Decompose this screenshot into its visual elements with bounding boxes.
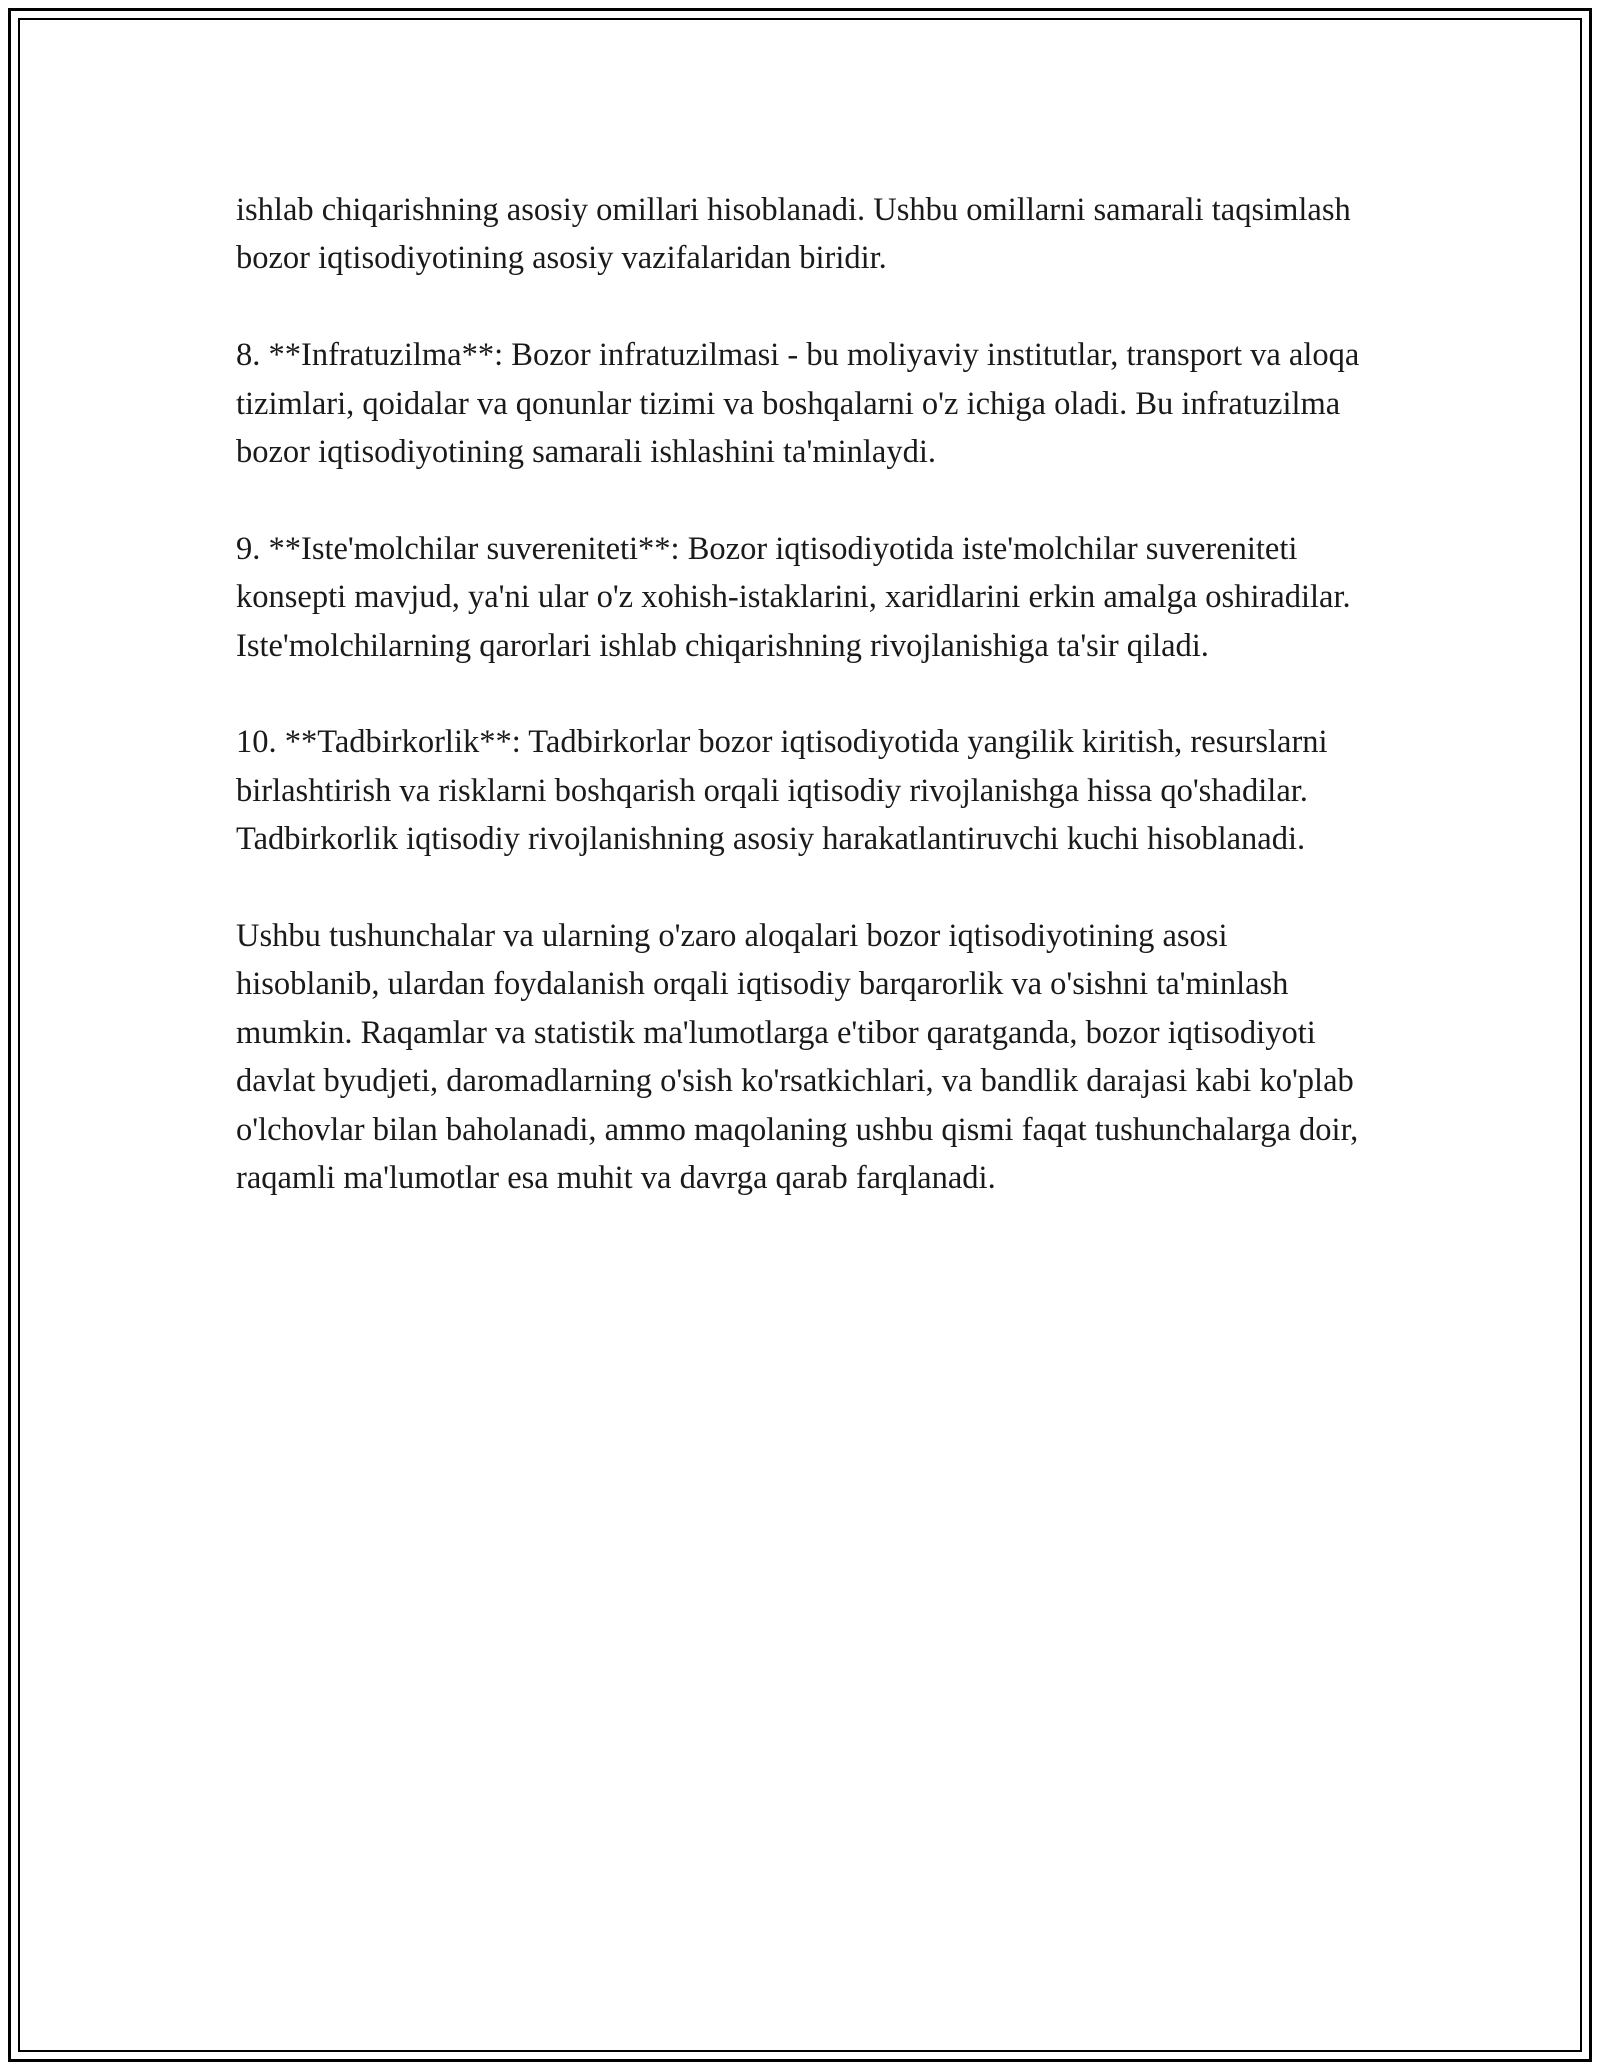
paragraph-continuation: ishlab chiqarishning asosiy omillari hisoblanadi. Ushbu omillarni samarali taqsimlash bozor iqtisodiyotining asosiy vazifalaridan biridir. (236, 192, 1351, 277)
paragraph-infrastructure: 8. **Infratuzilma**: Bozor infratuzilmasi - bu moliyaviy institutlar, transport va aloqa tizimlari, qoidalar va qonunlar tizimi va boshqalarni o'z ichiga oladi. Bu infratuzilma bozor iqtisodiyotining samarali ishlashini ta'minlaydi. (236, 337, 1360, 471)
paragraph-conclusion: Ushbu tushunchalar va ularning o'zaro aloqalari bozor iqtisodiyotining asosi hisoblanib, ulardan foydalanish orqali iqtisodiy barqarorlik va o'sishni ta'minlash mumkin. Raqamlar va statistik ma'lumotlarga e'tibor qaratganda, bozor iqtisodiyoti davlat byudjeti, daromadlarning o'sish ko'rsatkichlari, va bandlik darajasi kabi ko'plab o'lchovlar bilan baholanadi, ammo maqolaning ushbu qismi faqat tushunchalarga doir, raqamli ma'lumotlar esa muhit va davrga qarab farqlanadi. (236, 918, 1359, 1197)
paragraph-entrepreneurship: 10. **Tadbirkorlik**: Tadbirkorlar bozor iqtisodiyotida yangilik kiritish, resurslarni birlashtirish va risklarni boshqarish orqali iqtisodiy rivojlanishga hissa qo'shadilar. Tadbirkorlik iqtisodiy rivojlanishning asosiy harakatlantiruvchi kuchi hisoblanadi. (236, 724, 1328, 858)
document-body (236, 186, 1366, 1251)
paragraph-consumer-sovereignty: 9. **Iste'molchilar suvereniteti**: Bozor iqtisodiyotida iste'molchilar suvereniteti konsepti mavjud, ya'ni ular o'z xohish-istaklarini, xaridlarini erkin amalga oshiradilar. Iste'molchilarning qarorlari ishlab chiqarishning rivojlanishiga ta'sir qiladi. (236, 530, 1351, 664)
